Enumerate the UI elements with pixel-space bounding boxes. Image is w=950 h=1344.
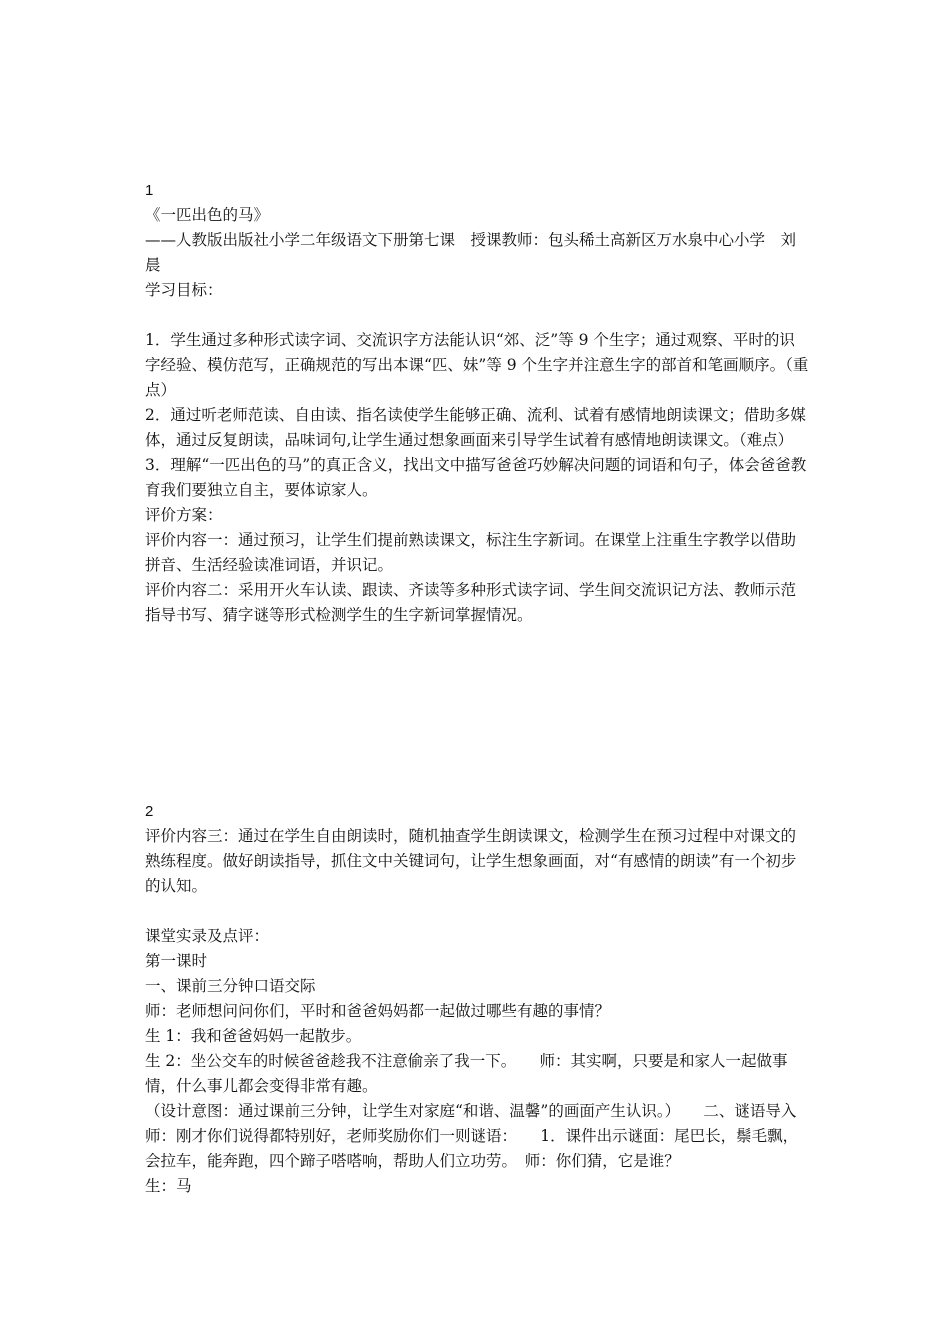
- student-line-3: 生：马: [145, 1177, 192, 1195]
- section-1-heading: 一、课前三分钟口语交际: [145, 977, 316, 995]
- blank-line: [145, 899, 810, 924]
- objective-1: 1．学生通过多种形式读字词、交流识字方法能认识“郊、泛”等 9 个生字；通过观察、平时的识字经验、模仿范写，正确规范的写出本课“匹、妹”等 9 个生字并注意生字的部首和笔画顺序。（重点）: [145, 331, 809, 399]
- evaluation-1: 评价内容一：通过预习，让学生们提前熟读课文，标注生字新词。在课堂上注重生字教学以借助拼音、生活经验读准词语，并识记。: [145, 531, 797, 574]
- objective-2: 2．通过听老师范读、自由读、指名读使学生能够正确、流利、试着有感情地朗读课文；借助多媒体，通过反复朗读，品味词句,让学生通过想象画面来引导学生试着有感情地朗读课文。（难点）: [145, 406, 806, 449]
- record-heading: 课堂实录及点评：: [145, 927, 270, 945]
- page-1-section: [145, 178, 810, 628]
- teacher-line-2: 师：刚才你们说得都特别好，老师奖励你们一则谜语： 1．课件出示谜面：尾巴长，鬃毛飘，会拉车，能奔跑，四个蹄子嗒嗒响，帮助人们立功劳。 师：你们猜，它是谁？: [145, 1127, 799, 1170]
- document-title: 《一匹出色的马》: [145, 206, 270, 224]
- evaluation-2: 评价内容二：采用开火车认读、跟读、齐读等多种形式读字词、学生间交流识记方法、教师示范指导书写、猜字谜等形式检测学生的生字新词掌握情况。: [145, 581, 797, 624]
- evaluation-3: 评价内容三：通过在学生自由朗读时，随机抽查学生朗读课文，检测学生在预习过程中对课文的熟练程度。做好朗读指导，抓住文中关键词句，让学生想象画面，对“有感情的朗读”有一个初步的认知。: [145, 827, 797, 895]
- blank-line: [145, 303, 810, 328]
- page-number-1: 1: [145, 182, 154, 199]
- teacher-line-1: 师：老师想问问你们，平时和爸爸妈妈都一起做过哪些有趣的事情？: [145, 1002, 611, 1020]
- objective-3: 3．理解“一匹出色的马”的真正含义，找出文中描写爸爸巧妙解决问题的词语和句子，体会爸爸教育我们要独立自主，要体谅家人。: [145, 456, 807, 499]
- student-line-2: 生 2：坐公交车的时候爸爸趁我不注意偷亲了我一下。 师：其实啊，只要是和家人一起做事情，什么事儿都会变得非常有趣。: [145, 1052, 788, 1095]
- design-note: （设计意图：通过课前三分钟，让学生对家庭“和谐、温馨”的画面产生认识。） 二、谜语导入: [145, 1102, 797, 1120]
- document-subtitle: ——人教版出版社小学二年级语文下册第七课 授课教师：包头稀土高新区万水泉中心小学 刘晨: [145, 231, 797, 274]
- evaluation-heading: 评价方案：: [145, 506, 223, 524]
- lesson-label: 第一课时: [145, 952, 208, 970]
- student-line-1: 生 1：我和爸爸妈妈一起散步。: [145, 1027, 362, 1045]
- objectives-heading: 学习目标：: [145, 281, 223, 299]
- page-number-2: 2: [145, 803, 154, 820]
- page-2-section: [145, 799, 810, 1199]
